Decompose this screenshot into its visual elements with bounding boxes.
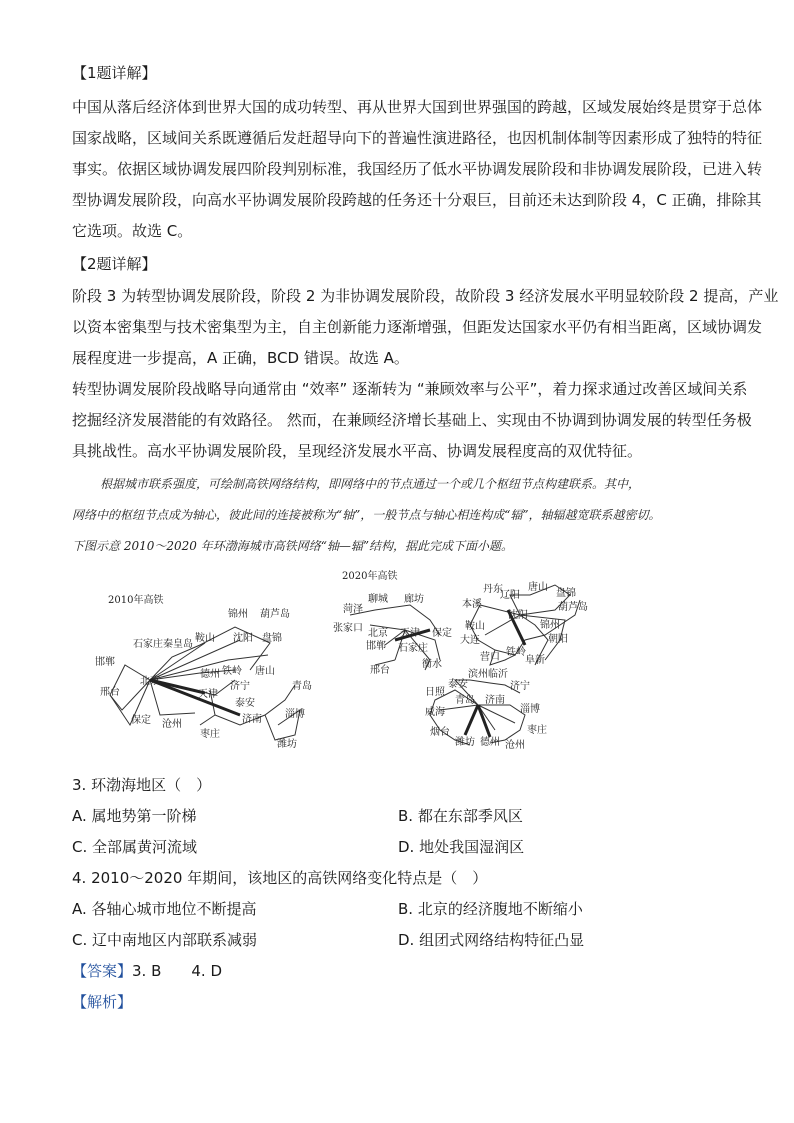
city-2020-a: 衡水 (422, 659, 442, 670)
q2-line-6: 具挑战性。高水平协调发展阶段，呈现经济发展水平高、协调发展程度高的双优特征。 (72, 442, 643, 460)
city-2020-a: 石家庄 (398, 643, 428, 654)
city-2010: 枣庄 (200, 729, 220, 740)
city-2020-b: 鞍山 (465, 621, 485, 632)
city-2020-b: 盘锦 (556, 588, 576, 599)
heading-q2: 【2题详解】 (72, 255, 157, 273)
city-2010: 邯郸 (95, 657, 115, 668)
q3-option-d[interactable]: D. 地处我国湿润区 (398, 838, 525, 856)
q1-line-4: 型协调发展阶段，向高水平协调发展阶段跨越的任务还十分艰巨，目前还未达到阶段 4，C 正确，排除其 (72, 191, 762, 209)
q4-option-c[interactable]: C. 辽中南地区内部联系减弱 (72, 931, 258, 949)
city-2020-b: 丹东 (483, 584, 503, 595)
q4-option-d[interactable]: D. 组团式网络结构特征凸显 (398, 931, 585, 949)
city-2020-a: 廊坊 (404, 594, 424, 605)
city-2020-b: 本溪 (462, 599, 482, 610)
city-2020-a: 天津 (400, 628, 420, 639)
city-2010: 北京 (140, 676, 160, 687)
city-2020-a: 保定 (432, 628, 452, 639)
city-2010: 铁岭 (222, 666, 242, 677)
city-2010: 石家庄 (133, 639, 163, 650)
city-2020-a: 北京 (368, 628, 388, 639)
city-2020-c: 潍坊 (455, 737, 475, 748)
map-2020-title: 2020年高铁 (342, 571, 398, 582)
map-2010-title: 2010年高铁 (108, 595, 164, 606)
city-2010: 锦州 (228, 609, 248, 620)
city-2020-a: 聊城 (368, 594, 388, 605)
city-2020-c: 济南 (485, 695, 505, 706)
q2-line-4: 转型协调发展阶段战略导向通常由 “效率” 逐渐转为 “兼顾效率与公平”，着力探求通过改善区域间关系 (72, 380, 748, 398)
city-2010: 淄博 (285, 709, 305, 720)
city-2020-a: 张家口 (333, 623, 363, 634)
city-2020-c: 济宁 (510, 681, 530, 692)
q3-option-b[interactable]: B. 都在东部季风区 (398, 807, 523, 825)
q1-line-1: 中国从落后经济体到世界大国的成功转型、再从世界大国到世界强国的跨越，区域发展始终是贯穿于总体 (72, 98, 763, 116)
intro-line-2: 网络中的枢纽节点成为轴心，彼此间的连接被称为“轴”，一般节点与轴心相连构成“辐”，轴辐越宽联系越密切。 (72, 508, 661, 522)
city-2010: 沈阳 (233, 633, 253, 644)
city-2010: 盘锦 (262, 633, 282, 644)
city-2010: 济南 (242, 714, 262, 725)
q2-line-1: 阶段 3 为转型协调发展阶段，阶段 2 为非协调发展阶段，故阶段 3 经济发展水平明显较阶段 2 提高，产业 (72, 287, 779, 305)
q2-line-5: 挖掘经济发展潜能的有效路径。 然而，在兼顾经济增长基础上、实现由不协调到协调发展的转型任务极 (72, 411, 752, 429)
city-2020-c: 威海 (425, 707, 445, 718)
city-2010: 济宁 (230, 681, 250, 692)
city-2020-a: 邢台 (370, 665, 390, 676)
city-2020-c: 青岛 (455, 695, 475, 706)
city-2020-b: 大连 (460, 635, 480, 646)
q1-line-3: 事实。依据区域协调发展四阶段判别标准，我国经历了低水平协调发展阶段和非协调发展阶段，已进入转 (72, 160, 763, 178)
q4-option-a[interactable]: A. 各轴心城市地位不断提高 (72, 900, 257, 918)
answer-text: 3. B 4. D (132, 962, 223, 980)
answer-label: 【答案】 (72, 962, 133, 980)
city-2020-b: 葫芦岛 (558, 602, 588, 613)
intro-line-1: 根据城市联系强度，可绘制高铁网络结构，即网络中的节点通过一个或几个枢纽节点构建联系。其中， (100, 477, 641, 491)
analysis-label: 【解析】 (72, 993, 133, 1011)
city-2020-c: 德州 (480, 737, 500, 748)
city-2020-b: 沈阳 (508, 610, 528, 621)
q3-stem: 3. 环渤海地区（ ） (72, 776, 212, 794)
city-2020-c: 日照 (425, 687, 445, 698)
city-2010: 鞍山 (195, 633, 215, 644)
city-2010: 保定 (131, 715, 151, 726)
city-2020-c: 枣庄 (527, 725, 547, 736)
q4-stem: 4. 2010～2020 年期间，该地区的高铁网络变化特点是（ ） (72, 869, 488, 887)
map-2020 (333, 569, 588, 751)
city-2010: 泰安 (235, 698, 255, 709)
city-2020-b: 阜新 (525, 655, 545, 666)
q1-line-5: 它选项。故选 C。 (72, 222, 193, 240)
city-2020-b: 营口 (480, 652, 500, 663)
city-2020-c: 沧州 (505, 740, 525, 751)
q4-option-b[interactable]: B. 北京的经济腹地不断缩小 (398, 900, 583, 918)
answer-line (72, 960, 222, 982)
q3-option-c[interactable]: C. 全部属黄河流域 (72, 838, 198, 856)
heading-q1: 【1题详解】 (72, 64, 157, 82)
city-2020-b: 锦州 (540, 620, 560, 631)
city-2010: 沧州 (162, 719, 182, 730)
city-2010: 唐山 (255, 666, 275, 677)
city-2020-c: 烟台 (430, 727, 450, 738)
city-2010: 青岛 (292, 681, 312, 692)
q1-line-2: 国家战略，区域间关系既遵循后发赶超导向下的普遍性演进路径，也因机制体制等因素形成了独特的特征 (72, 129, 763, 147)
city-2010: 德州 (200, 669, 220, 680)
city-2010: 邢台 (100, 687, 120, 698)
intro-line-3: 下图示意 2010～2020 年环渤海城市高铁网络“轴—辐”结构，据此完成下面小题。 (72, 539, 513, 553)
city-2010: 潍坊 (277, 739, 297, 750)
city-2020-b: 朝阳 (548, 634, 568, 645)
city-2020-c: 滨州 (468, 669, 488, 680)
map-2010 (95, 593, 312, 750)
q2-line-3: 展程度进一步提高，A 正确，BCD 错误。故选 A。 (72, 349, 409, 367)
city-2020-a: 菏泽 (343, 604, 363, 615)
rail-network-figure (0, 565, 794, 775)
city-2010: 葫芦岛 (260, 609, 290, 620)
city-2020-a: 邯郸 (366, 641, 386, 652)
city-2020-c: 淄博 (520, 704, 540, 715)
city-2010: 秦皇岛 (163, 639, 193, 650)
q3-option-a[interactable]: A. 属地势第一阶梯 (72, 807, 197, 825)
q2-line-2: 以资本密集型与技术密集型为主，自主创新能力逐渐增强，但距发达国家水平仍有相当距离，区域协调发 (72, 318, 763, 336)
city-2020-c: 泰安 (448, 679, 468, 690)
city-2010: 天津 (198, 689, 218, 700)
city-2020-c: 临沂 (488, 669, 508, 680)
city-2020-b: 唐山 (528, 582, 548, 593)
city-2020-b: 辽阳 (500, 590, 520, 601)
city-2020-b: 铁岭 (506, 647, 526, 658)
